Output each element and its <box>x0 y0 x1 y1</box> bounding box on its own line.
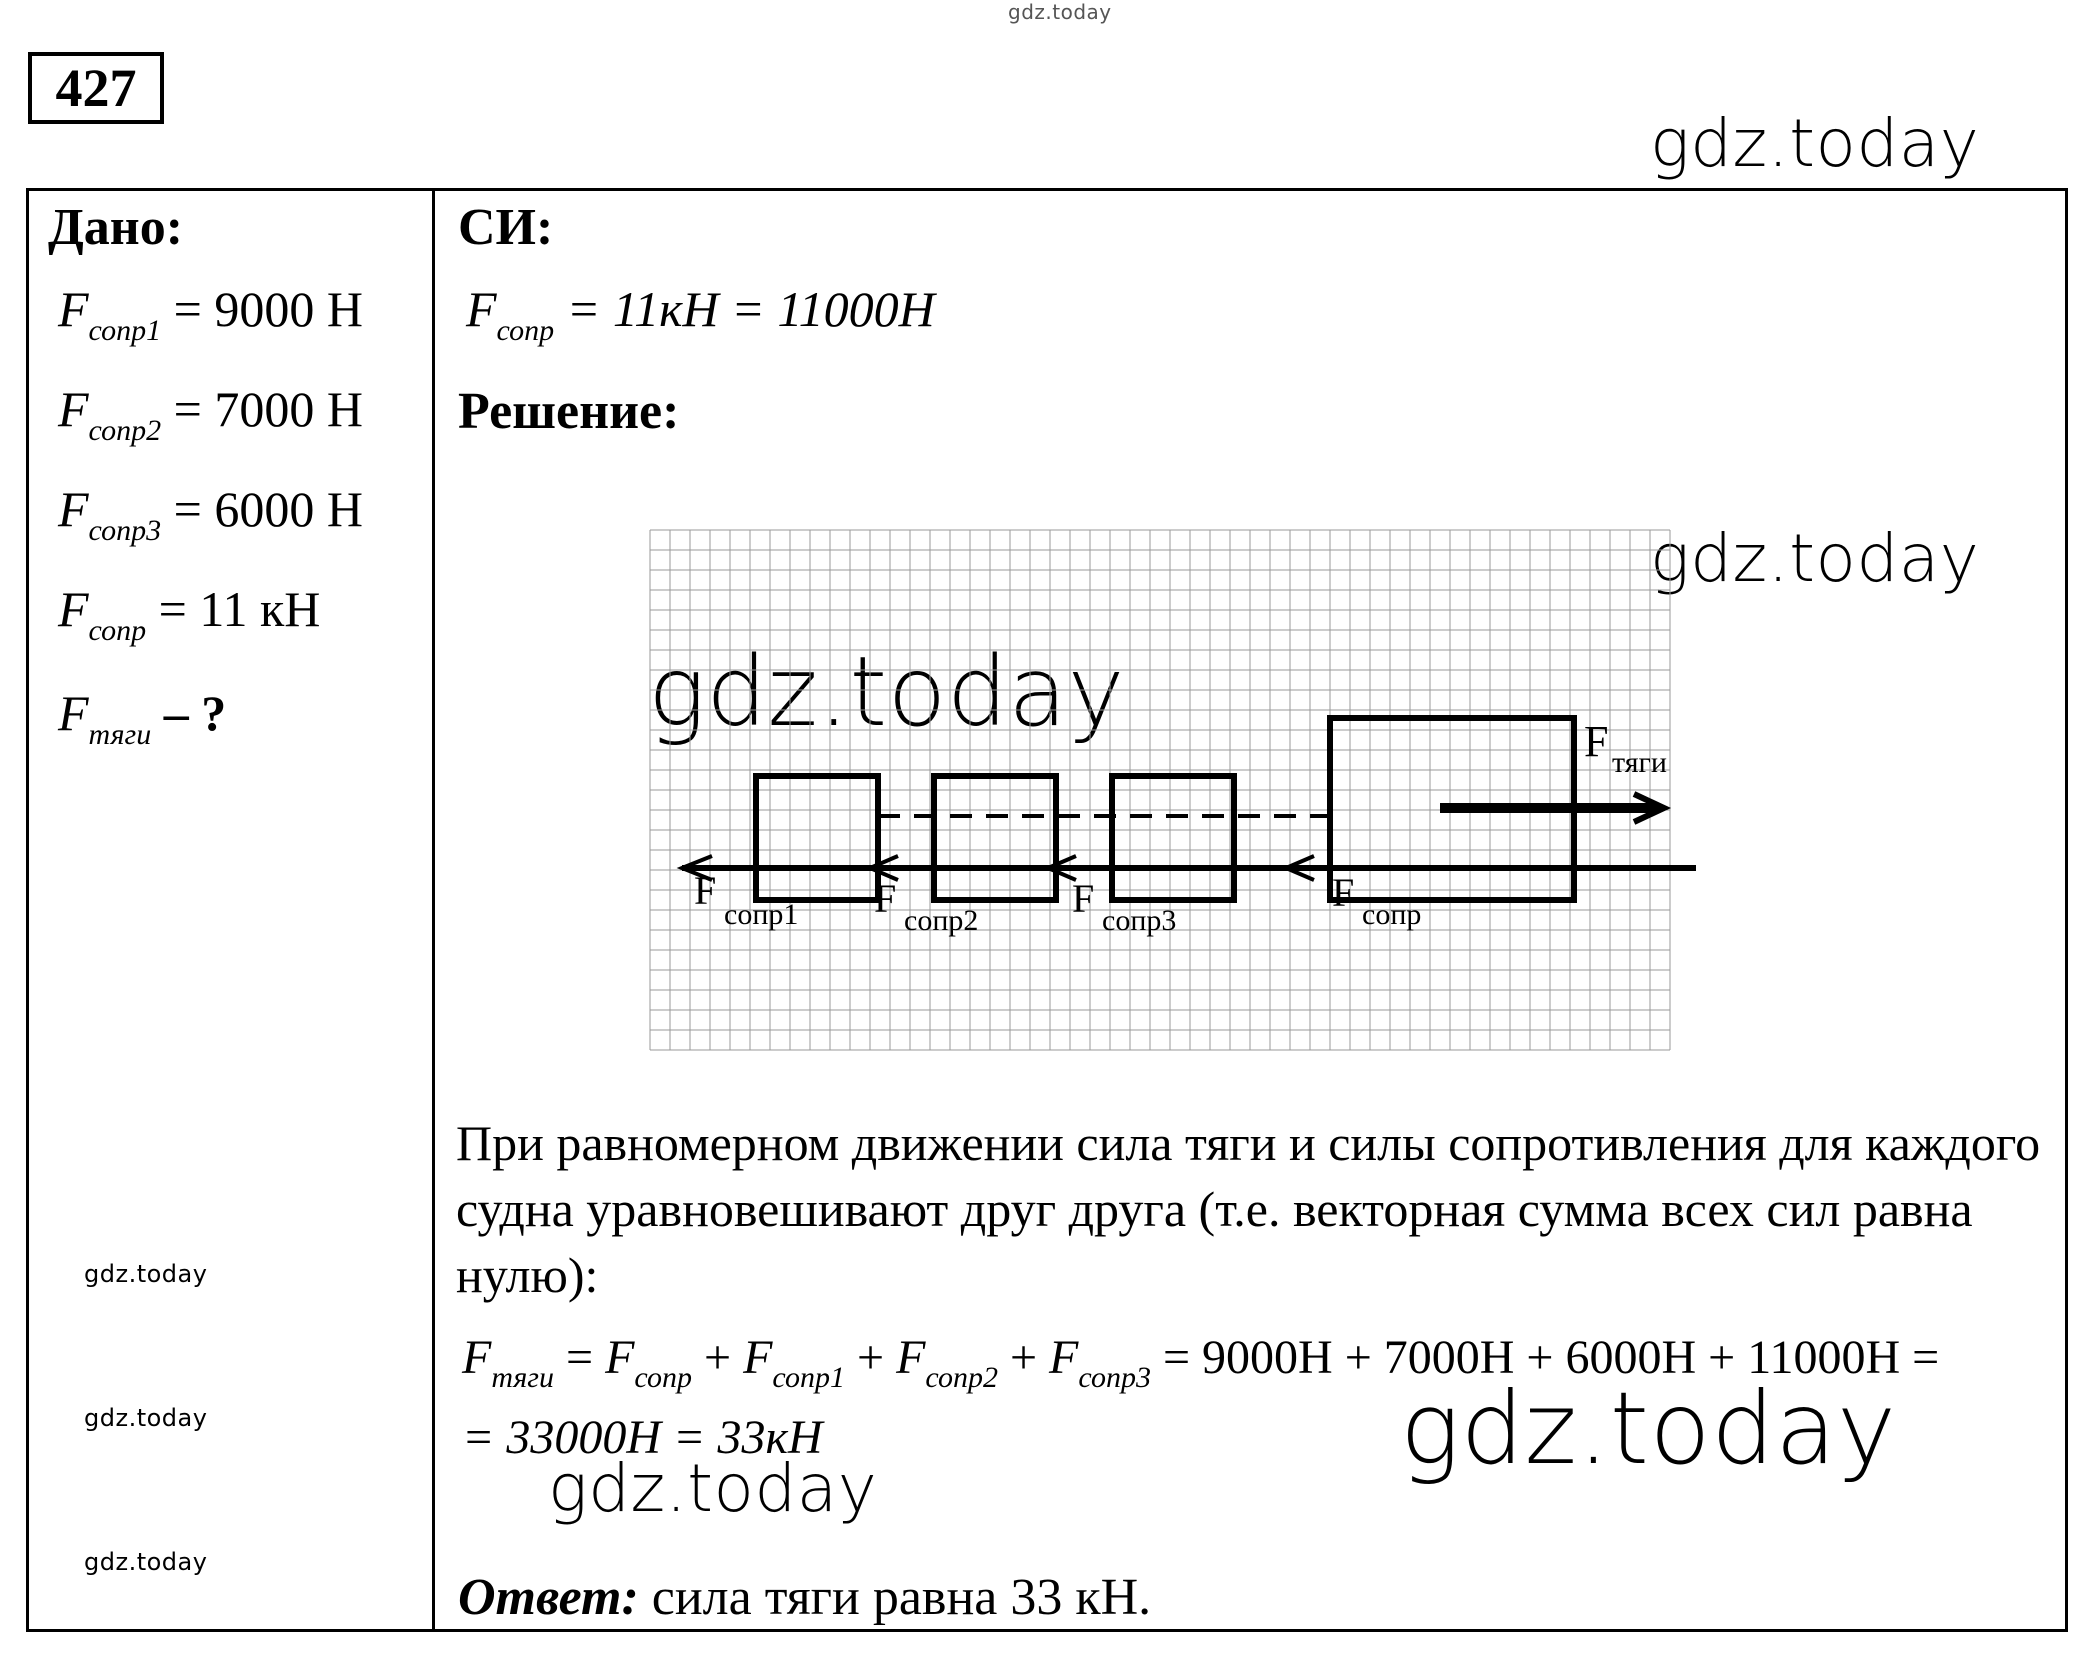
equation-2: = 33000Н = 33кН <box>462 1411 823 1464</box>
given-line-3: $F_{сопр3} = 6000$ Н <box>58 481 363 547</box>
si-heading: СИ: <box>458 199 554 256</box>
watermark-equation: gdz.today <box>1400 1370 1897 1487</box>
watermark-bottom: gdz.today <box>548 1450 878 1527</box>
label-r: сопр <box>1362 898 1422 931</box>
watermark-diagram-large: gdz.today <box>648 636 1125 748</box>
given-line-2: $F_{сопр2} = 7000$ Н <box>58 381 363 447</box>
equation-1: $F_{тяги} = F_{сопр} + F_{сопр1} + F_{сопр2} + F_{сопр3} = 9000Н + 7000Н + 6000Н + 11000Н$ = <box>462 1331 1940 1394</box>
column-divider <box>432 188 435 1632</box>
label-f-r1: F <box>694 868 717 913</box>
label-f-r2: F <box>874 876 897 921</box>
label-f-r3: F <box>1072 876 1095 921</box>
label-r2: сопр2 <box>904 904 979 937</box>
given-line-4: $F_{сопр} = 11$ кН <box>58 581 321 647</box>
watermark-small-3: gdz.today <box>84 1548 208 1576</box>
watermark-small-1: gdz.today <box>84 1260 208 1288</box>
solution-heading: Решение: <box>458 383 680 440</box>
solution-paragraph: При равномерном движении сила тяги и силы сопротивления для каждого судна уравновешивают друг друга (т.е. векторная сумма всех сил равна нулю): <box>456 1115 2041 1303</box>
force-diagram <box>640 520 1700 1080</box>
given-line-5: $F_{тяги}$ – ? <box>58 685 227 751</box>
watermark-small-2: gdz.today <box>84 1404 208 1432</box>
boat-1 <box>756 776 878 900</box>
label-f-r: F <box>1332 870 1355 915</box>
watermark-top: gdz.today <box>1008 0 1112 24</box>
si-line: $F_{сопр} = 11кН = 11000Н$ <box>466 281 935 347</box>
label-r1: сопр1 <box>724 898 799 931</box>
label-pull: тяги <box>1612 746 1667 779</box>
grid-background <box>650 530 1670 1050</box>
answer-label: Ответ: <box>458 1569 639 1626</box>
task-number: 427 <box>28 52 164 124</box>
watermark-diagram-right: gdz.today <box>1650 520 1980 597</box>
label-f-pull: F <box>1584 717 1609 766</box>
watermark-header: gdz.today <box>1650 105 1980 182</box>
answer-line <box>458 1568 1151 1627</box>
boat-2 <box>934 776 1056 900</box>
given-line-1: $F_{сопр1} = 9000$ Н <box>58 281 363 347</box>
given-heading: Дано: <box>48 199 184 256</box>
label-r3: сопр3 <box>1102 904 1177 937</box>
answer-text: сила тяги равна 33 кН. <box>638 1569 1152 1626</box>
